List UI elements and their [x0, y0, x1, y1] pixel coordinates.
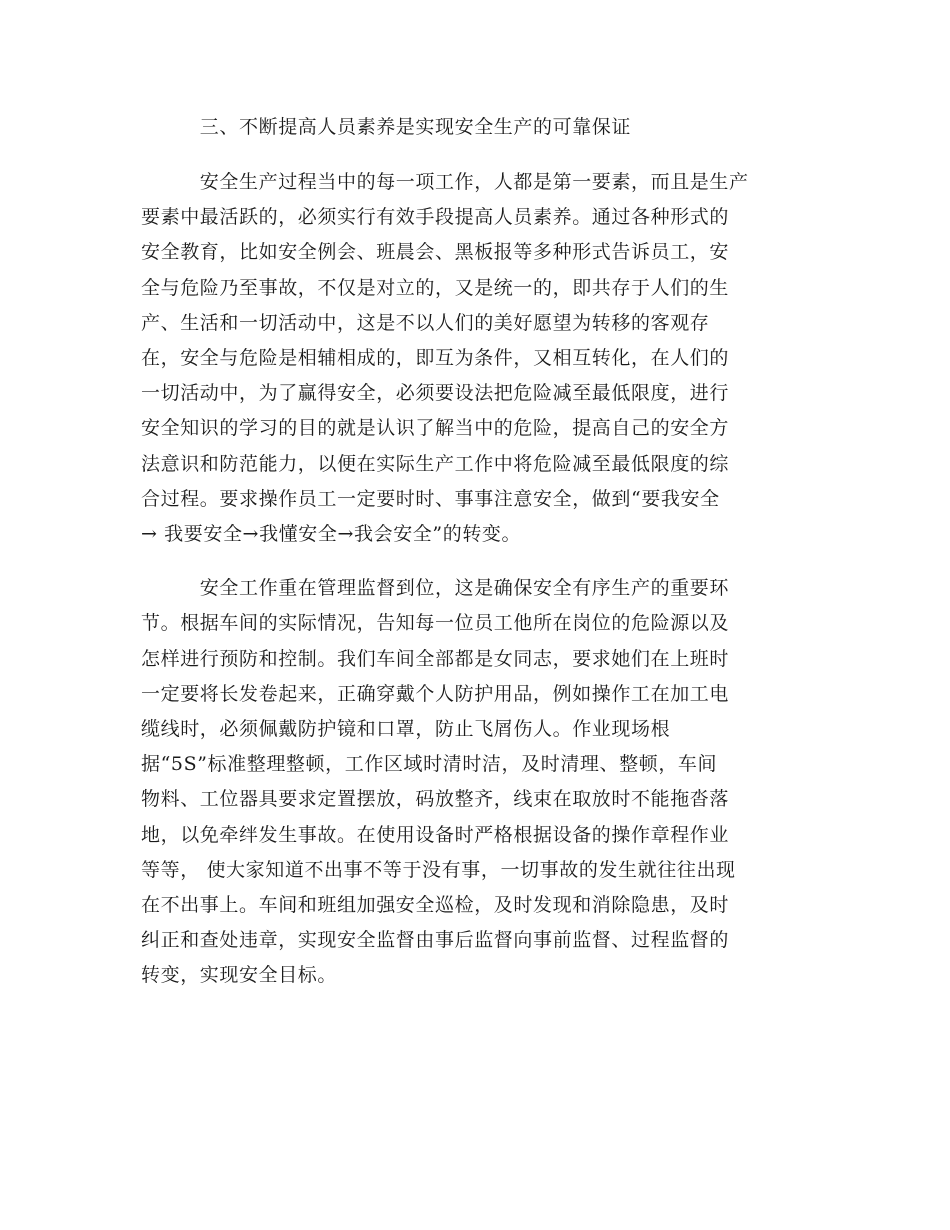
text-line: 据“5S”标准整理整顿，工作区域时清时洁，及时清理、整顿，车间	[141, 753, 718, 776]
text-line: 全与危险乃至事故，不仅是对立的，又是统一的，即共存于人们的生	[141, 276, 730, 299]
text-line: 等等， 使大家知道不出事不等于没有事，一切事故的发生就往往出现	[141, 858, 736, 881]
text-line: 安全知识的学习的目的就是认识了解当中的危险，提高自己的安全方	[141, 417, 730, 440]
text-line: 转变，实现安全目标。	[141, 964, 338, 987]
text-line: 法意识和防范能力，以便在实际生产工作中将危险减至最低限度的综	[141, 452, 730, 475]
text-line: 一切活动中，为了赢得安全，必须要设法把危险减至最低限度，进行	[141, 382, 730, 405]
text-line: 物料、工位器具要求定置摆放，码放整齐，线束在取放时不能拖沓落	[141, 788, 730, 811]
text-line: 一定要将长发卷起来，正确穿戴个人防护用品，例如操作工在加工电	[141, 682, 730, 705]
text-line: 怎样进行预防和控制。我们车间全部都是女同志，要求她们在上班时	[141, 647, 730, 670]
text-line: 地，以免牵绊发生事故。在使用设备时严格根据设备的操作章程作业	[141, 823, 730, 846]
text-line: 在不出事上。车间和班组加强安全巡检，及时发现和消除隐患，及时	[141, 894, 730, 917]
text-line: 纠正和查处违章，实现安全监督由事后监督向事前监督、过程监督的	[141, 929, 730, 952]
text-line: 产、生活和一切活动中，这是不以人们的美好愿望为转移的客观存	[141, 311, 710, 334]
document-page	[141, 108, 806, 1013]
paragraph-1	[141, 165, 806, 552]
text-line: 节。根据车间的实际情况，告知每一位员工他所在岗位的危险源以及	[141, 612, 730, 635]
text-line: 缆线时，必须佩戴防护镜和口罩，防止飞屑伤人。作业现场根	[141, 718, 671, 741]
paragraph-2	[141, 571, 806, 993]
text-line: 在，安全与危险是相辅相成的，即互为条件，又相互转化，在人们的	[141, 347, 730, 370]
text-line: → 我要安全→我懂安全→我会安全”的转变。	[141, 523, 522, 546]
text-line: 安全教育，比如安全例会、班晨会、黑板报等多种形式告诉员工，安	[141, 241, 730, 264]
text-line: 要素中最活跃的，必须实行有效手段提高人员素养。通过各种形式的	[141, 206, 730, 229]
text-line: 安全工作重在管理监督到位，这是确保安全有序生产的重要环	[141, 577, 730, 600]
text-line: 合过程。要求操作员工一定要时时、事事注意安全，做到“要我安全	[141, 487, 720, 510]
text-line: 安全生产过程当中的每一项工作，人都是第一要素，而且是生产	[141, 171, 749, 193]
section-heading: 三、不断提高人员素养是实现安全生产的可靠保证	[141, 116, 632, 138]
